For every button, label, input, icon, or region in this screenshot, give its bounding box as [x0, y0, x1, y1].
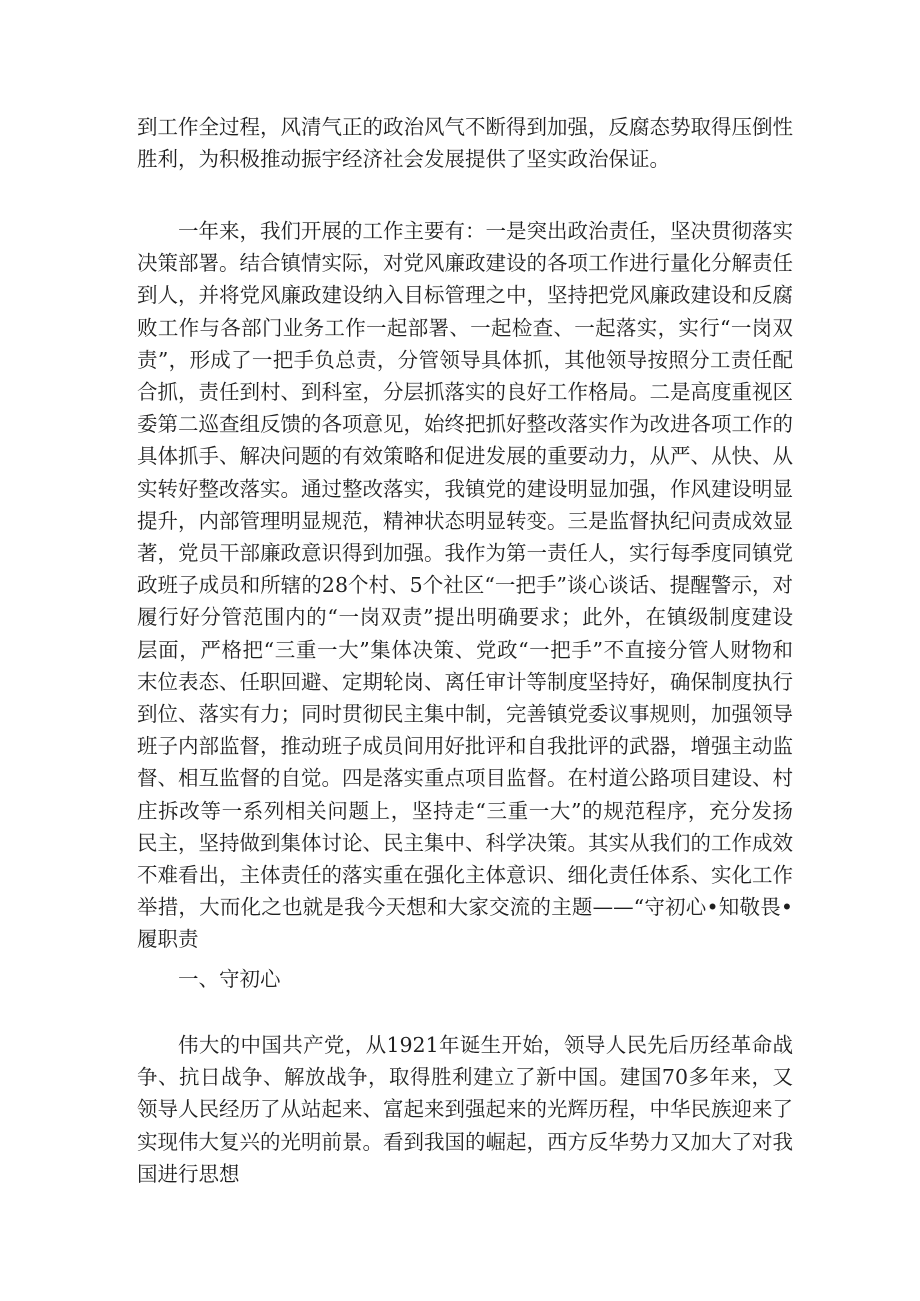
paragraph-continuation: 到工作全过程，风清气正的政治风气不断得到加强，反腐态势取得压倒性胜利，为积极推动振宇经济社会发展提供了坚实政治保证。: [137, 115, 793, 172]
paragraph-party-history: 伟大的中国共产党，从1921年诞生开始，领导人民先后历经革命战争、抗日战争、解放战争，取得胜利建立了新中国。建国70多年来，又领导人民经历了从站起来、富起来到强起来的光辉历程，中华民族迎来了实现伟大复兴的光明前景。看到我国的崛起，西方反华势力又加大了对我国进行思想: [137, 1033, 793, 1186]
paragraph-work-summary: 一年来，我们开展的工作主要有：一是突出政治责任，坚决贯彻落实决策部署。结合镇情实际，对党风廉政建设的各项工作进行量化分解责任到人，并将党风廉政建设纳入目标管理之中，坚持把党风廉政建设和反腐败工作与各部门业务工作一起部署、一起检查、一起落实，实行“一岗双责”，形成了一把手负总责，分管领导具体抓，其他领导按照分工责任配合抓，责任到村、到科室，分层抓落实的良好工作格局。二是高度重视区委第二巡查组反馈的各项意见，始终把抓好整改落实作为改进各项工作的具体抓手、解决问题的有效策略和促进发展的重要动力，从严、从快、从实转好整改落实。通过整改落实，我镇党的建设明显加强，作风建设明显提升，内部管理明显规范，精神状态明显转变。三是监督执纪问责成效显著，党员干部廉政意识得到加强。我作为第一责任人，实行每季度同镇党政班子成员和所辖的28个村、5个社区“一把手”谈心谈话、提醒警示，对履行好分管范围内的“一岗双责”提出明确要求；此外，在镇级制度建设层面，严格把“三重一大”集体决策、党政“一把手”不直接分管人财物和末位表态、任职回避、定期轮岗、离任审计等制度坚持好，确保制度执行到位、落实有力；同时贯彻民主集中制，完善镇党委议事规则，加强领导班子内部监督，推动班子成员间用好批评和自我批评的武器，增强主动监督、相互监督的自觉。四是落实重点项目监督。在村道公路项目建设、村庄拆改等一系列相关问题上，坚持走“三重一大”的规范程序，充分发扬民主，坚持做到集体讨论、民主集中、科学决策。其实从我们的工作成效不难看出，主体责任的落实重在强化主体意识、细化责任体系、实化工作举措，大而化之也就是我今天想和大家交流的主题——“守初心•知敬畏•履职责: [137, 219, 793, 952]
section-heading-shou-chuxin: 一、守初心: [178, 967, 281, 991]
